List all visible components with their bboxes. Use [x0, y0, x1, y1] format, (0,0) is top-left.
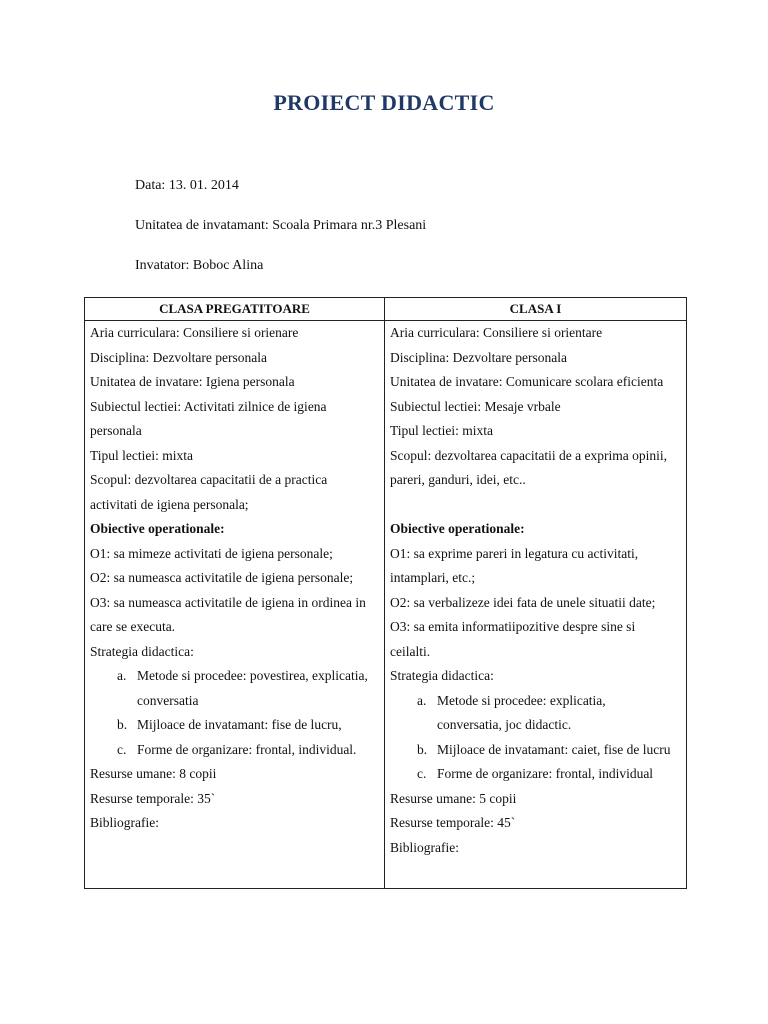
objective-o1: O1: sa exprime pareri in legatura cu activitati, — [390, 545, 639, 561]
list-marker: a. — [117, 668, 127, 683]
strategia-line: Strategia didactica: — [90, 643, 194, 659]
bibliografie-line: Bibliografie: — [90, 815, 159, 830]
strategy-item-text: Mijloace de invatamant: fise de lucru, — [137, 717, 342, 732]
obiective-heading: Obiective operationale: — [90, 521, 225, 536]
aria-line: Aria curriculara: Consiliere si orienare — [90, 325, 299, 340]
strategy-item-c — [390, 762, 682, 787]
objective-o1-cont: intamplari, etc.; — [390, 570, 476, 585]
scopul-line-cont: pareri, ganduri, idei, etc.. — [390, 472, 526, 487]
list-marker: c. — [117, 741, 127, 757]
strategy-item-a-cont: conversatia, joc didactic. — [437, 717, 572, 732]
lesson-plan-table — [84, 297, 687, 889]
column-heading-pregatitoare: CLASA PREGATITOARE — [85, 298, 385, 321]
disciplina-line: Disciplina: Dezvoltare personala — [90, 349, 267, 365]
tipul-line: Tipul lectiei: mixta — [90, 447, 193, 463]
obiective-heading: Obiective operationale: — [390, 521, 525, 536]
resurse-temporale-line: Resurse temporale: 35` — [90, 790, 216, 806]
school-line: Unitatea de invatamant: Scoala Primara nr.3 Plesani — [135, 218, 427, 233]
objective-o2: O2: sa numeasca activitatile de igiena personale; — [90, 570, 354, 585]
scopul-line: Scopul: dezvoltarea capacitatii de a exprima opinii, — [390, 447, 668, 463]
bibliografie-line: Bibliografie: — [390, 839, 459, 855]
strategy-item-text: Metode si procedee: explicatia, — [437, 692, 606, 708]
objective-o1: O1: sa mimeze activitati de igiena personale; — [90, 545, 333, 561]
list-marker: c. — [417, 766, 427, 781]
unitatea-line: Unitatea de invatare: Igiena personala — [90, 374, 295, 389]
resurse-temporale-line: Resurse temporale: 45` — [390, 815, 516, 830]
column-heading-clasa-i: CLASA I — [385, 298, 687, 321]
subiect-line: Subiectul lectiei: Mesaje vrbale — [390, 398, 561, 414]
table-header-row — [85, 298, 687, 321]
table-body-row — [85, 321, 687, 889]
left-column-cell — [85, 321, 385, 889]
strategy-item-a — [390, 689, 682, 714]
spacer — [390, 493, 682, 518]
unitatea-line: Unitatea de invatare: Comunicare scolara eficienta — [390, 374, 664, 389]
strategia-line: Strategia didactica: — [390, 668, 494, 683]
strategy-item-b — [90, 713, 380, 738]
list-marker: b. — [417, 741, 428, 757]
strategy-item-text: Metode si procedee: povestirea, explicatia, — [137, 668, 368, 683]
objective-o3: O3: sa numeasca activitatile de igiena in ordinea in — [90, 594, 366, 610]
strategy-item-text: Mijloace de invatamant: caiet, fise de lucru — [437, 741, 671, 757]
list-marker: a. — [417, 692, 427, 708]
strategy-item-text: Forme de organizare: frontal, individual — [437, 766, 654, 781]
strategy-item-a — [90, 664, 380, 689]
tipul-line: Tipul lectiei: mixta — [390, 423, 493, 438]
subiect-line-cont: personala — [90, 423, 142, 438]
strategy-item-b — [390, 738, 682, 763]
resurse-umane-line: Resurse umane: 5 copii — [390, 790, 517, 806]
date-line: Data: 13. 01. 2014 — [135, 178, 239, 193]
resurse-umane-line: Resurse umane: 8 copii — [90, 766, 217, 781]
aria-line: Aria curriculara: Consiliere si orientare — [390, 325, 603, 340]
objective-o3-cont: care se executa. — [90, 619, 176, 634]
subiect-line: Subiectul lectiei: Activitati zilnice de igiena — [90, 398, 327, 414]
list-marker: b. — [117, 717, 128, 732]
objective-o2: O2: sa verbalizeze idei fata de unele situatii date; — [390, 594, 656, 610]
disciplina-line: Disciplina: Dezvoltare personala — [390, 349, 567, 365]
right-column-cell — [385, 321, 687, 889]
teacher-line: Invatator: Boboc Alina — [135, 258, 264, 273]
objective-o3-cont: ceilalti. — [390, 643, 431, 659]
page-title: PROIECT DIDACTIC — [273, 90, 495, 115]
strategy-item-c — [90, 738, 380, 763]
scopul-line: Scopul: dezvoltarea capacitatii de a practica — [90, 472, 328, 487]
strategy-item-a-cont: conversatia — [137, 692, 199, 708]
strategy-item-text: Forme de organizare: frontal, individual. — [137, 741, 357, 757]
scopul-line-cont: activitati de igiena personala; — [90, 496, 249, 512]
objective-o3: O3: sa emita informatiipozitive despre sine si — [390, 619, 636, 634]
